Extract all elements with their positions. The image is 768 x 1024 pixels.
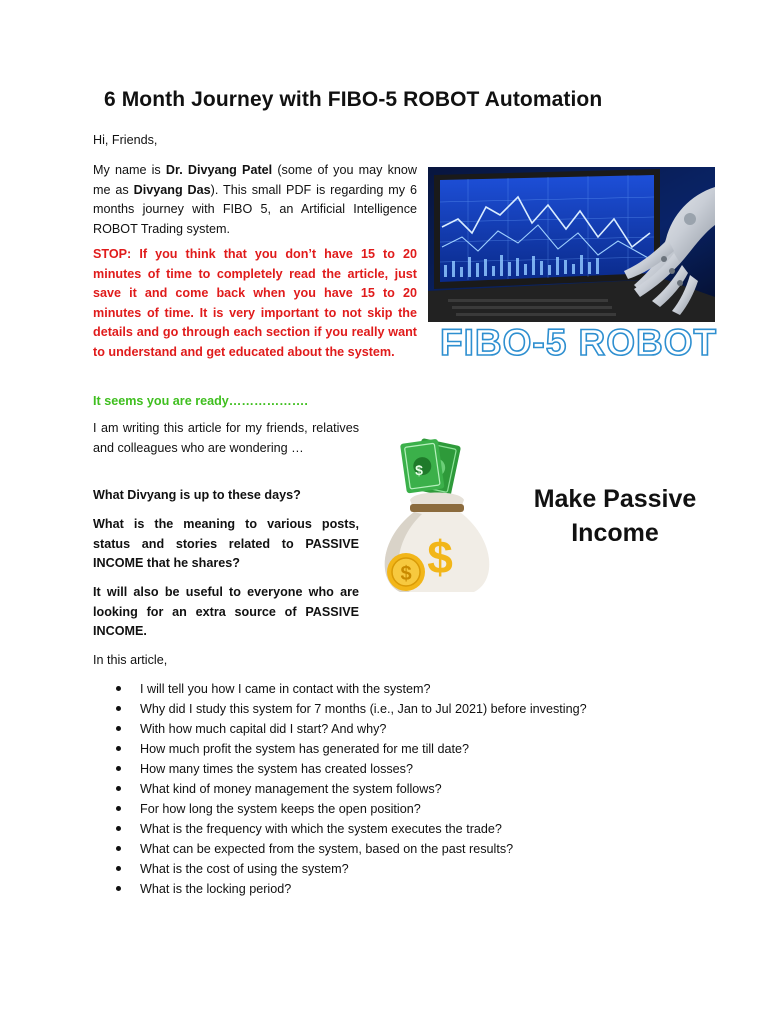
in-article-label: In this article, bbox=[93, 653, 168, 667]
list-item: What is the locking period? bbox=[113, 879, 713, 899]
intro-name-2: Divyang Das bbox=[133, 182, 211, 197]
make-passive-income-text bbox=[510, 482, 720, 550]
passive-line-2: Income bbox=[571, 519, 659, 547]
bag-dollar-symbol: $ bbox=[427, 531, 453, 583]
list-item: How many times the system has created losses? bbox=[113, 759, 713, 779]
article-topics-list bbox=[113, 679, 713, 899]
list-item: Why did I study this system for 7 months (i.e., Jan to Jul 2021) before investing? bbox=[113, 699, 713, 719]
question-2: What is the meaning to various posts, status and stories related to PASSIVE INCOME that he shares? bbox=[93, 517, 359, 570]
list-item: How much profit the system has generated for me till date? bbox=[113, 739, 713, 759]
intro-text-2: (some of you may know me as bbox=[93, 163, 418, 197]
list-item: What is the frequency with which the system executes the trade? bbox=[113, 819, 713, 839]
question-1: What Divyang is up to these days? bbox=[93, 488, 301, 502]
intro-text-1: My name is bbox=[93, 163, 166, 177]
bill-dollar-symbol: $ bbox=[415, 462, 423, 478]
list-item: For how long the system keeps the open position? bbox=[113, 799, 713, 819]
intro-paragraph bbox=[93, 161, 417, 239]
list-item: What kind of money management the system follows? bbox=[113, 779, 713, 799]
stop-warning: STOP: If you think that you don’t have 15 to 20 minutes of time to completely read the article, just save it and come back when you have 15 to 20 minutes of time. It is very important to not skip the details and go through each section if you really want to understand and get educated about the system. bbox=[93, 247, 417, 359]
robot-caption: FIBO-5 ROBOT bbox=[440, 322, 718, 363]
intro-name-1: Dr. Divyang Patel bbox=[165, 163, 273, 177]
question-3: It will also be useful to everyone who are looking for an extra source of PASSIVE INCOME. bbox=[93, 585, 359, 638]
passive-line-1: Make Passive bbox=[533, 485, 697, 513]
greeting: Hi, Friends, bbox=[93, 133, 158, 147]
list-item: I will tell you how I came in contact with the system? bbox=[113, 679, 713, 699]
list-item: What is the cost of using the system? bbox=[113, 859, 713, 879]
list-item: With how much capital did I start? And why? bbox=[113, 719, 713, 739]
intro-text-3: ). This small PDF is regarding my 6 months journey with FIBO 5, an Artificial Intelligence ROBOT Trading system. bbox=[93, 182, 418, 236]
robot-trading-image bbox=[428, 167, 715, 322]
page-title: 6 Month Journey with FIBO-5 ROBOT Automation bbox=[104, 88, 603, 111]
ready-line: It seems you are ready………………. bbox=[93, 394, 308, 408]
writing-paragraph: I am writing this article for my friends, relatives and colleagues who are wondering … bbox=[93, 421, 359, 455]
coin-dollar-symbol: $ bbox=[400, 563, 412, 585]
list-item: What can be expected from the system, based on the past results? bbox=[113, 839, 713, 859]
